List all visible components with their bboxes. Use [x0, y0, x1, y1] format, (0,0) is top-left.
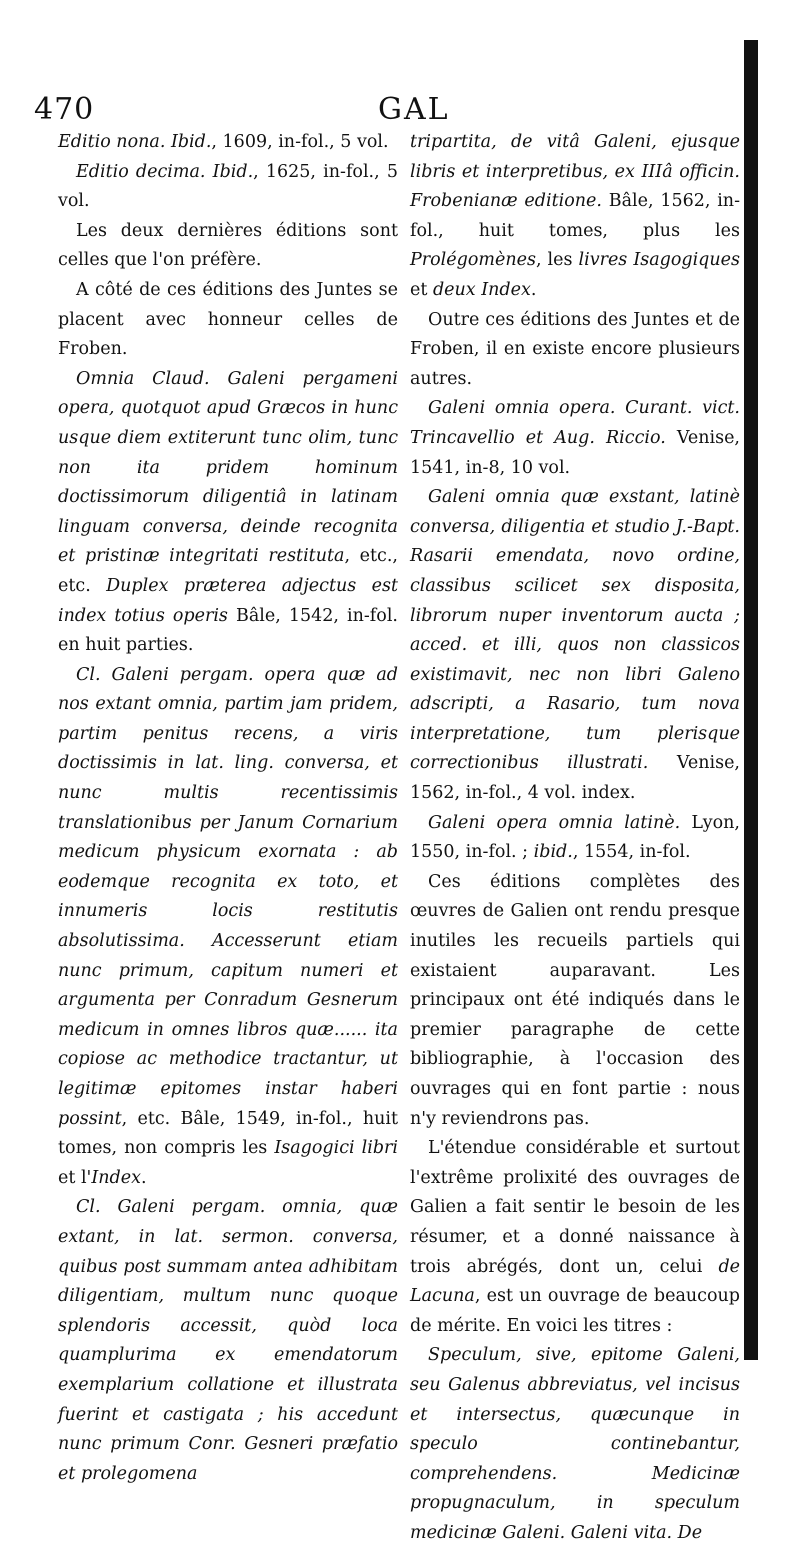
italic-text: Omnia Claud. Galeni pergameni opera, quotquot apud Græcos in hunc usque diem extiterunt tunc olim, tunc non ita pridem hominum doctissimorum diligentiâ in latinam linguam conversa, deinde recognita et pristinæ integritati restituta	[58, 368, 398, 567]
italic-text: Cl. Galeni pergam. opera quæ ad nos extant omnia, partim jam pridem, partim penitus recens, a viris doctissimis in lat. ling. conversa, et nunc multis recentissimis translationibus per Janum Cornarium medicum physicum exornata : ab eodemque recognita ex toto, et innumeris locis restitutis absolutissima. Accesserunt etiam nunc primum, capitum numeri et argumenta per Conradum Gesnerum medicum in omnes libros quæ...... ita copiose ac methodice tractantur, ut legitimæ epitomes instar haberi possint	[58, 664, 398, 1129]
running-head: GAL	[378, 92, 450, 127]
paragraph	[58, 158, 398, 217]
roman-text: et l'	[58, 1167, 92, 1188]
paragraph	[410, 809, 740, 868]
paragraph	[410, 1341, 740, 1548]
italic-text: Prolégomènes	[410, 250, 536, 271]
paragraph	[410, 128, 740, 306]
roman-text: Bâle, 1542, in-fol. en huit parties.	[58, 605, 398, 656]
scan-edge-bar	[744, 40, 758, 1360]
paragraph	[58, 365, 398, 661]
italic-text: Speculum, sive, epitome Galeni, seu Galenus abbreviatus, vel incisus et intersectus, quæcunque in speculo continebantur, comprehendens. Medicinæ propugnaculum, in speculum medicinæ Galeni. Galeni vita. De	[410, 1345, 740, 1543]
paragraph	[410, 483, 740, 809]
right-column	[410, 128, 740, 1549]
roman-text: Venise, 1562, in-fol., 4 vol. index.	[410, 753, 740, 804]
roman-text: , 1609, in-fol., 5 vol.	[211, 132, 389, 152]
italic-text: Cl. Galeni pergam. omnia, quæ extant, in lat. sermon. conversa, quibus post summam antea adhibitam diligentiam, multum nunc quoque splendoris accessit, quòd loca quamplurima ex emendatorum exemplarium collatione et illustrata fuerint et castigata ; his accedunt nunc primum Conr. Gesneri præfatio et prolegomena	[58, 1197, 398, 1484]
roman-text: Outre ces éditions des Juntes et de Froben, il en existe encore plusieurs autres.	[410, 309, 740, 389]
roman-text: Bâle, 1562, in-fol., huit tomes, plus les	[410, 191, 740, 241]
roman-text: et	[410, 279, 433, 300]
roman-text: , est un ouvrage de beaucoup de mérite. En voici les titres :	[410, 1286, 740, 1336]
paragraph	[58, 276, 398, 365]
roman-text: Les deux dernières éditions sont celles que l'on préfère.	[58, 220, 398, 271]
paragraph	[58, 1193, 398, 1489]
roman-text: , 1554, in-fol.	[572, 842, 691, 863]
page-number: 470	[34, 92, 95, 127]
roman-text: Lyon, 1550, in-fol. ;	[410, 812, 740, 863]
roman-text: L'étendue considérable et surtout l'extrême prolixité des ouvrages de Galien a fait sentir le besoin de les résumer, et a donné naissance à trois abrégés, dont un, celui	[410, 1138, 740, 1277]
italic-text: Isagogici libri	[274, 1138, 398, 1159]
italic-text: Editio nona. Ibid.	[58, 132, 212, 152]
italic-text: tripartita, de vitâ Galeni, ejusque libris et interpretibus, ex IIIâ officin. Frobenianæ editione.	[410, 132, 740, 212]
paragraph	[58, 661, 398, 1194]
italic-text: Galeni opera omnia latinè.	[428, 812, 681, 833]
paragraph	[410, 868, 740, 1134]
italic-text: livres Isagogiques	[578, 250, 740, 271]
roman-text: Ces éditions complètes des œuvres de Galien ont rendu presque inutiles les recueils partiels qui existaient auparavant. Les principaux ont été indiqués dans le premier paragraphe de cette bibliographie, à l'occasion des ouvrages qui en font partie : nous n'y reviendrons pas.	[410, 871, 740, 1129]
paragraph	[410, 306, 740, 395]
roman-text: , 1625, in-fol., 5 vol.	[58, 161, 399, 212]
roman-text: , les	[535, 250, 579, 271]
roman-text: A côté de ces éditions des Juntes se placent avec honneur celles de Froben.	[58, 279, 398, 360]
italic-text: Editio decima. Ibid.	[76, 161, 254, 182]
roman-text: .	[140, 1167, 147, 1188]
paragraph	[58, 128, 398, 158]
paragraph	[58, 217, 398, 276]
italic-text: ibid.	[533, 842, 573, 863]
italic-text: Galeni omnia quæ exstant, latinè conversa, diligentia et studio J.-Bapt. Rasarii emendata, novo ordine, classibus scilicet sex disposita, librorum nuper inventorum aucta ; acced. et illi, quos non classicos existimavit, nec non libri Galeno adscripti, a Rasario, tum nova interpretatione, tum plerisque correctionibus illustrati.	[410, 487, 740, 774]
left-column	[58, 128, 398, 1489]
paragraph	[410, 1134, 740, 1341]
italic-text: de Lacuna	[410, 1256, 740, 1307]
italic-text: Index	[91, 1167, 141, 1188]
paragraph	[410, 394, 740, 483]
page-header	[34, 92, 734, 132]
roman-text: .	[530, 279, 537, 300]
italic-text: deux Index	[432, 279, 531, 300]
roman-text: Venise, 1541, in-8, 10 vol.	[410, 427, 740, 478]
roman-text: , etc., etc.	[58, 546, 398, 596]
roman-text: , etc. Bâle, 1549, in-fol., huit tomes, non compris les	[58, 1108, 398, 1159]
italic-text: Galeni omnia opera. Curant. vict. Trincavellio et Aug. Riccio.	[410, 398, 740, 448]
italic-text: Duplex præterea adjectus est index totius operis	[58, 575, 398, 626]
